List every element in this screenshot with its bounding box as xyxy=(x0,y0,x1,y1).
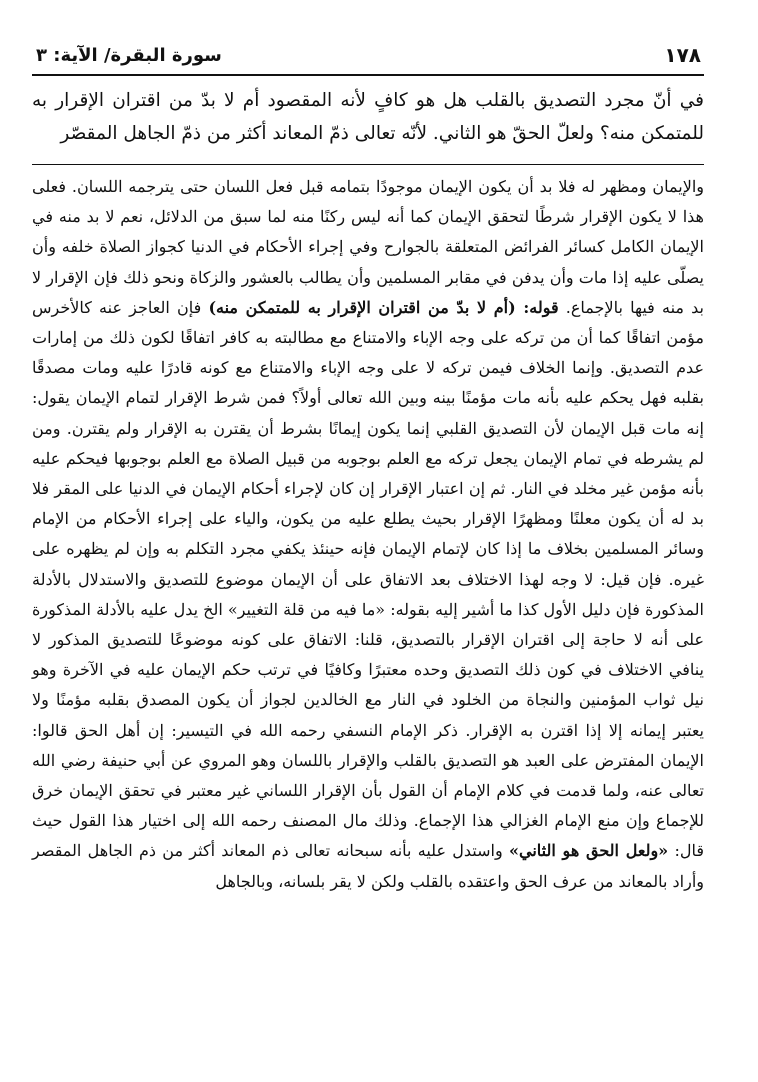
commentary-quote-heading: «ولعل الحق هو الثاني» xyxy=(508,841,669,861)
page-header xyxy=(36,40,701,70)
commentary-text xyxy=(32,172,704,897)
running-title: سورة البقرة/ الآية: ٣ xyxy=(36,44,222,66)
matn-sharh-separator xyxy=(32,164,704,165)
header-rule xyxy=(32,74,704,76)
commentary-quote-heading: قوله: (أم لا بدّ من اقتران الإقرار به للمتمكن منه) xyxy=(208,297,559,317)
page-number: ١٧٨ xyxy=(664,43,701,67)
commentary-segment: فإن العاجز عنه كالأخرس مؤمن اتفاقًا كما أن من تركه على وجه الإباء والامتناع مع مطالبته به كافر اتفاقًا لكون ذلك من إمارات عدم التصديق. وإنما الخلاف فيمن تركه لا على وجه الإباء والامتناع مع كونه قادرًا عليه ومات مصدقًا بقلبه فهل يحكم عليه بأنه مات مؤمنًا بينه وبين الله تعالى أولاً؟ فمن شرط الإقرار لتمام الإيمان يقول: إنه مات قبل الإيمان لأن التصديق القلبي إنما يكون إيمانًا بشرط أن يقترن به الإقرار ولم يقترن. ومن لم يشرطه في تمام الإيمان يجعل تركه مع العلم بوجوبه من قبيل الصلاة مع العلم بوجوبها فيحكم عليه بأنه مؤمن غير مخلد في النار. ثم إن اعتبار الإقرار إن كان لإجراء أحكام الإيمان في الدنيا على المقر فلا بد له أن يكون معلنًا ومظهرًا الإقرار بحيث يطلع عليه من يكون، والياء على إجراء الأحكام من الإمام وسائر المسلمين بخلاف ما إذا كان لإتمام الإيمان فإنه حينئذ يكفي مجرد التكلم به وإن لم يظهره على غيره. فإن قيل: لا وجه لهذا الاختلاف بعد الاتفاق على أن الإيمان موضوع للتصديق والاستدلال بالأدلة المذكورة فإن دليل الأول كذا ما أشير إليه بقوله: «ما فيه من قلة التغيير» الخ يدل عليه بالأدلة المذكورة على أنه لا حاجة إلى اقتران الإقرار بالتصديق، قلنا: الاتفاق على كونه موضوعًا للتصديق المذكور لا ينافي الاختلاف في كون ذلك التصديق وحده معتبرًا وكافيًا في ترتب حكم الإيمان عليه في الآخرة وهو نيل ثواب المؤمنين والنجاة من الخلود في النار مع الخالدين لجواز أن يكون المصدق بقلبه مؤمنًا ولا يعتبر إيمانه إلا إذا اقترن به الإقرار. ذكر الإمام النسفي رحمه الله في التيسير: إن أهل الحق قالوا: الإيمان المفترض على العبد هو التصديق بالقلب والإقرار باللسان وهو المروي عن أبي حنيفة رضي الله تعالى عنه، ولما قدمت في كلام الإمام أن القول بأن الإقرار اللساني غير معتبر في تحقق الإيمان خرق للإجماع وإن منع الإمام الغزالي هذا الإجماع. وذلك مال المصنف رحمه الله إلى اختيار هذا القول حيث قال: xyxy=(32,297,705,861)
commentary-segment: واستدل عليه بأنه سبحانه تعالى ذم المعاند أكثر من ذم الجاهل المقصر وأراد بالمعاند من عرف الحق واعتقده بالقلب ولكن لا يقر بلسانه، وبالجاهل xyxy=(32,841,704,891)
matn-text: في أنّ مجرد التصديق بالقلب هل هو كافٍ لأنه المقصود أم لا بدّ من اقتران الإقرار به للمتمكن منه؟ ولعلّ الحقّ هو الثاني. لأنّه تعالى ذمّ المعاند أكثر من ذمّ الجاهل المقصّر xyxy=(32,90,704,144)
commentary-segment: والإيمان ومظهر له فلا بد أن يكون الإيمان موجودًا بتمامه قبل فعل اللسان حتى يترجمه اللسان. فعلى هذا لا يكون الإقرار شرطًا لتحقق الإيمان كما أنه ليس ركنًا منه لما سبق من الدلائل، نعم لا بد منه في الإيمان الكامل كسائر الفرائض المتعلقة بالجوارح وفي إجراء الأحكام في الدنيا كجواز الصلاة خلفه وأن يصلّى عليه إذا مات وأن يدفن في مقابر المسلمين وأن يطالب بالعشور والزكاة ونحو ذلك فإن الإقرار لا بد منه فيها بالإجماع. xyxy=(32,177,704,317)
